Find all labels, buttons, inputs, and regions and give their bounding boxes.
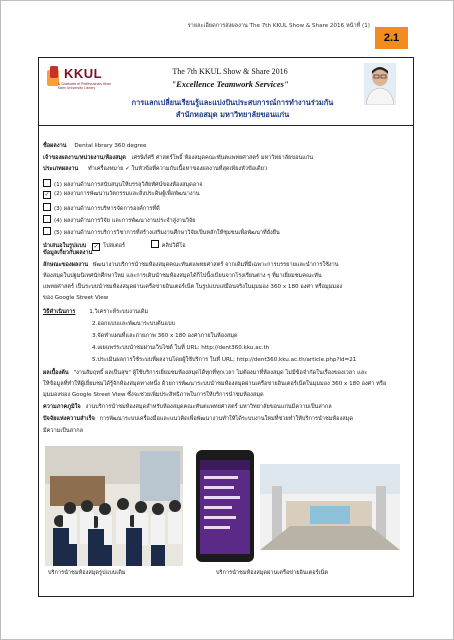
document-title xyxy=(95,97,370,121)
right-caption: บริการนำชมห้องสมุดผ่านเครือข่ายอินเตอร์เน็ต xyxy=(216,570,329,576)
video-checkbox[interactable] xyxy=(151,240,159,248)
header-divider xyxy=(38,125,414,126)
details-heading: ข้อมูลเกี่ยวกับผลงาน xyxy=(43,250,93,256)
work-name-value: Dental library 360 degree xyxy=(74,143,147,149)
method-step-2: 2.ออกแบบและพัฒนาระบบต้นแบบ xyxy=(92,321,176,327)
presentation-label: นำเสนอในรูปแบบ xyxy=(43,243,87,249)
option-2 xyxy=(43,191,200,199)
results-text-1: "งานสัมฤทธิ์ ผลเป็นสุข" ผู้ใช้บริการเยี่ยมชมห้องสมุดได้ทุกที่ทุกเวลา ไม่ต้องมาที่ห้องสมุด ไม่มีข้อจำกัดในเรื่องของเวลา และ xyxy=(73,370,368,376)
category-label: ประเภทผลงาน xyxy=(43,166,79,172)
online-tour-photo xyxy=(190,446,404,566)
characteristics-label: ลักษณะของผลงาน xyxy=(43,262,89,268)
title-line-1: การแลกเปลี่ยนเรียนรู้และแบ่งปันประสบการณ์การทำงานร่วมกัน xyxy=(131,98,334,107)
success-line-1 xyxy=(43,417,353,423)
title-line-2: สำนักหอสมุด มหาวิทยาลัยขอนแก่น xyxy=(175,109,290,119)
success-text-2: มีความเป็นสากล xyxy=(43,428,84,434)
characteristics-text-3: แพทยศาสตร์ เป็นระบบนำชมห้องสมุดผ่านเครือข่ายอินเตอร์เน็ต ในรูปแบบเสมือนจริงในมุมมอง 360 x 180 องศา หรือมุมมอง xyxy=(43,284,343,290)
option-2-label: (2) ผลงานการพัฒนานวัตกรรมและสิ่งประดิษฐ์เพื่อพัฒนางาน xyxy=(54,191,200,197)
logo-text: KKUL xyxy=(64,66,103,81)
characteristics-text-4: ของ Google Street View xyxy=(43,295,109,301)
option-4-checkbox[interactable] xyxy=(43,215,51,223)
event-title: The 7th KKUL Show & Share 2016 xyxy=(172,67,288,76)
option-1 xyxy=(43,179,203,189)
video-label: คลิปวิดีโอ xyxy=(161,243,186,249)
work-name-row xyxy=(43,144,146,150)
characteristics-line-1 xyxy=(43,263,339,269)
characteristics-text-2: ห้องสมุดในปฐมนิเทศนักศึกษาใหม่ และการเดินนำชมห้องสมุดได้ก็ไปนี้งเบียนจากโรงเรียนต่าง ๆ ที่มาเยี่ยมชมคณะทัน xyxy=(43,273,322,279)
option-3-label: (3) ผลงานด้านการบริหารจัดการองค์การที่ดี xyxy=(54,206,160,212)
left-caption: บริการนำชมห้องสมุดรูปแบบเดิม xyxy=(48,570,126,576)
option-5-checkbox[interactable] xyxy=(43,227,51,235)
owner-label: เจ้าของผลงาน/หน่วยงาน/ห้องสมุด xyxy=(43,155,126,161)
method-step-4: 4.เผยแพร่ระบบนำชมผ่านเว็บไซต์ ในที่ URL: http://dent360.kku.ac.th xyxy=(92,345,270,351)
option-5-label: (5) ผลงานด้านการบริการวิชาการที่สร้างเสริมงานศึกษาวิจัยเป็นหลักให้ชุมชนเพื่อพัฒนาที่ยั่งยืน xyxy=(54,230,280,236)
option-3-checkbox[interactable] xyxy=(43,203,51,211)
success-label: ปัจจัยแห่งความสำเร็จ xyxy=(43,416,95,422)
results-text-3: มุมมองของ Google Street View ซึ่งจะช่วยเพิ่มประสิทธิภาพในการให้บริการนำชมห้องสมุด xyxy=(43,392,264,398)
results-line-1 xyxy=(43,371,367,377)
lessons-label: ความภาคภูมิใจ xyxy=(43,404,81,410)
option-1-label: (1) ผลงานด้านการสนับสนุนให้บรรลุวิสัยทัศน์ของห้องสมุดอาจ xyxy=(54,182,203,188)
logo-subtitle: A Graduate of Professionals Khon Kaen University Library xyxy=(58,82,112,90)
characteristics-text-1: พัฒนางานบริการนำชมห้องสมุดคณะทันตแพทยศาสตร์ จากเดิมที่มีเฉพาะการบรรยายและนำการใช้งาน xyxy=(92,262,339,268)
option-3 xyxy=(43,203,160,213)
results-text-2: ให้ข้อมูลที่ทำให้ผู้เยี่ยมชมได้รู้จักห้องสมุดทางหนึ่ง ด้วยการพัฒนาระบบนำชมห้องสมุดผ่านเครือข่ายอินเตอร์เน็ตในมุมมอง 360 x 180 องศา หรือ xyxy=(43,381,387,387)
method-step-3: 3.จัดทำแผนที่และถ่ายภาพ 360 x 180 องศาภายในห้องสมุด xyxy=(92,333,238,339)
running-header: รายละเอียดการส่งผลงาน The 7th KKUL Show & Share 2016 หน้าที่ (1) xyxy=(187,23,370,29)
method-row xyxy=(43,310,148,316)
traditional-tour-photo xyxy=(45,446,183,566)
success-text-1: การพัฒนาระบบเครื่องมือและแนวคิดเพื่อพัฒนางานทำให้ได้ระบบงานใหม่ที่ช่วยทำให้บริการนำชมห้องสมุด xyxy=(99,416,353,422)
page-badge: 2.1 xyxy=(375,27,408,49)
option-5 xyxy=(43,227,280,237)
work-name-label: ชื่อผลงาน xyxy=(43,143,67,149)
lessons-row xyxy=(43,405,332,411)
results-label: ผลเบื้องต้น xyxy=(43,370,69,376)
owner-row xyxy=(43,156,313,162)
option-4 xyxy=(43,215,195,225)
method-step-5: 5.ประเมินผลการใช้ระบบที่ผลงานโดยผู้ใช้บริการ ในที่ URL: http://dent360.kku.ac.th/article.php?id=21 xyxy=(92,357,357,363)
category-value: ทำเครื่องหมาย ✓ ในหัวข้อที่ความกับเนื้อหาของผลงานที่สุดเพียงหัวข้อเดียว xyxy=(88,166,268,172)
lessons-value: งานบริการนำชมห้องสมุดสำหรับห้องสมุดคณะทันตแพทยศาสตร์ มหาวิทยาลัยขอนแก่นมีความเป็นสากล xyxy=(85,404,332,410)
option-2-checkbox[interactable]: ✓ xyxy=(44,191,50,198)
method-label: วิธีดำเนินการ xyxy=(43,309,76,315)
option-1-checkbox[interactable] xyxy=(43,179,51,187)
poster-label: โปสเตอร์ xyxy=(103,243,125,249)
category-row xyxy=(43,167,267,173)
event-subtitle: "Excellence Teamwork Services" xyxy=(171,79,289,89)
option-4-label: (4) ผลงานด้านการวิจัย และการพัฒนางานประจำสู่งานวิจัย xyxy=(54,218,196,224)
poster-checkbox[interactable]: ✓ xyxy=(93,243,99,250)
owner-value: เศรษิภ์ศรี ศาสตร์โพธิ์ ห้องสมุดคณะทันตแพทยศาสตร์ มหาวิทยาลัยขอนแก่น xyxy=(131,155,314,161)
method-step-1: 1.วิเคราะห์ระบบงานเดิม xyxy=(89,309,149,315)
